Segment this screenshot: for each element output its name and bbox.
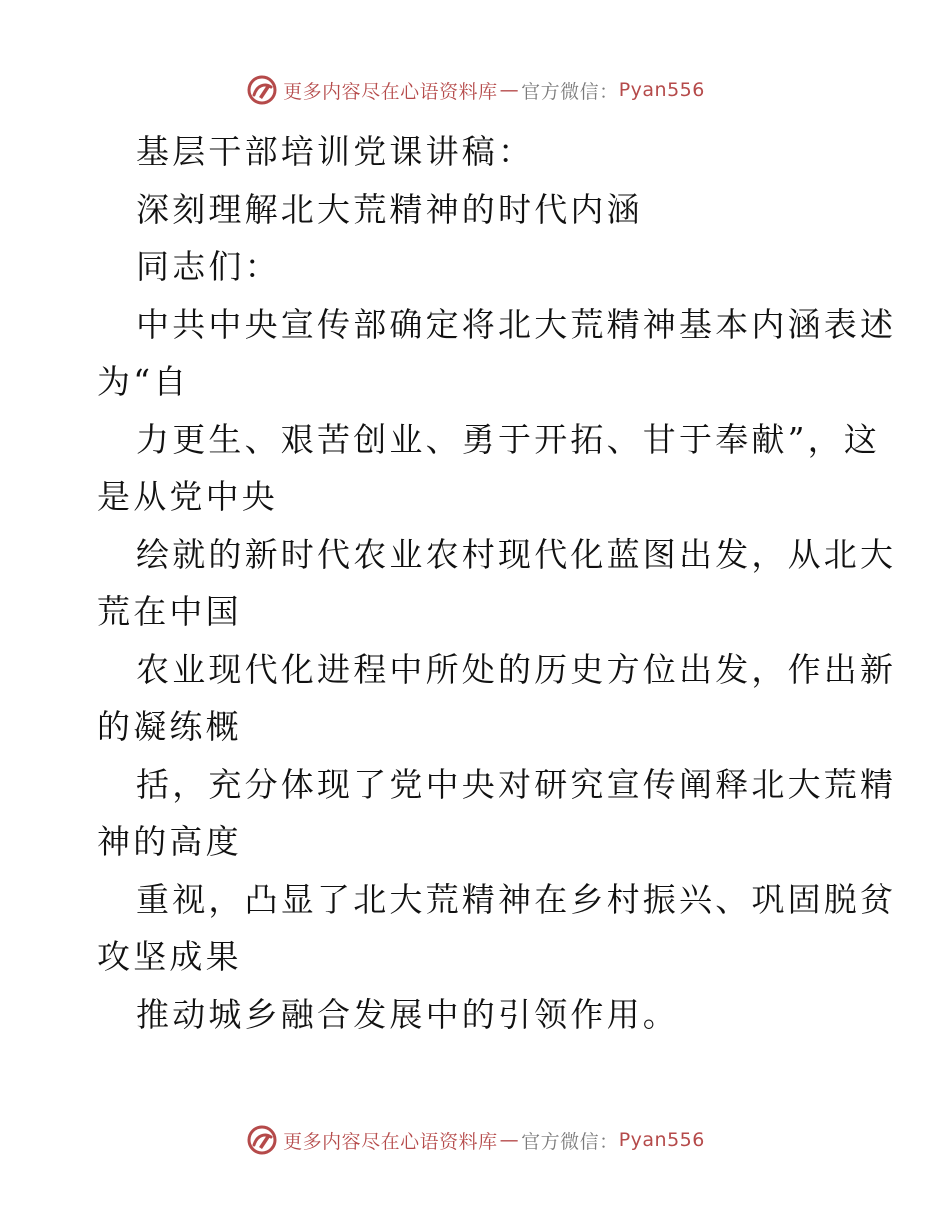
paragraph-line: 推动城乡融合发展中的引领作用。 <box>136 994 679 1034</box>
watermark-wechat-label: 官方微信： <box>521 80 619 103</box>
paragraph-line: 神的高度 <box>97 822 242 861</box>
paragraph-line: 为“自 <box>97 362 190 401</box>
document-body <box>97 123 897 1043</box>
paragraph-line: 中共中央宣传部确定将北大荒精神基本内涵表述 <box>136 304 897 344</box>
watermark-site-text: 更多内容尽在心语资料库 <box>283 1130 498 1153</box>
title-line-2: 深刻理解北大荒精神的时代内涵 <box>136 189 643 229</box>
paragraph-line: 绘就的新时代农业农村现代化蓝图出发，从北大 <box>136 534 897 574</box>
paragraph-line: 括，充分体现了党中央对研究宣传阐释北大荒精 <box>136 764 897 804</box>
paragraph-line: 攻坚成果 <box>97 937 242 976</box>
watermark-wechat-id: Pyan556 <box>618 79 705 101</box>
watermark-separator: — <box>499 1129 520 1151</box>
paragraph-line: 的凝练概 <box>97 707 242 746</box>
header-watermark <box>0 70 950 110</box>
paragraph-line: 力更生、艰苦创业、勇于开拓、甘于奉献”，这 <box>136 419 881 459</box>
watermark-separator: — <box>499 79 520 101</box>
watermark-wechat-label: 官方微信： <box>521 1130 619 1153</box>
paragraph-line: 是从党中央 <box>97 477 278 516</box>
watermark-wechat-id: Pyan556 <box>618 1129 705 1151</box>
watermark-site-text: 更多内容尽在心语资料库 <box>283 80 498 103</box>
footer-watermark <box>0 1120 950 1160</box>
swirl-pen-logo-icon <box>245 73 279 107</box>
paragraph-line: 农业现代化进程中所处的历史方位出发，作出新 <box>136 649 897 689</box>
paragraph-line: 荒在中国 <box>97 592 242 631</box>
swirl-pen-logo-icon <box>245 1123 279 1157</box>
salutation: 同志们： <box>136 247 281 286</box>
paragraph-line: 重视，凸显了北大荒精神在乡村振兴、巩固脱贫 <box>136 879 897 919</box>
title-line-1: 基层干部培训党课讲稿： <box>136 132 535 171</box>
